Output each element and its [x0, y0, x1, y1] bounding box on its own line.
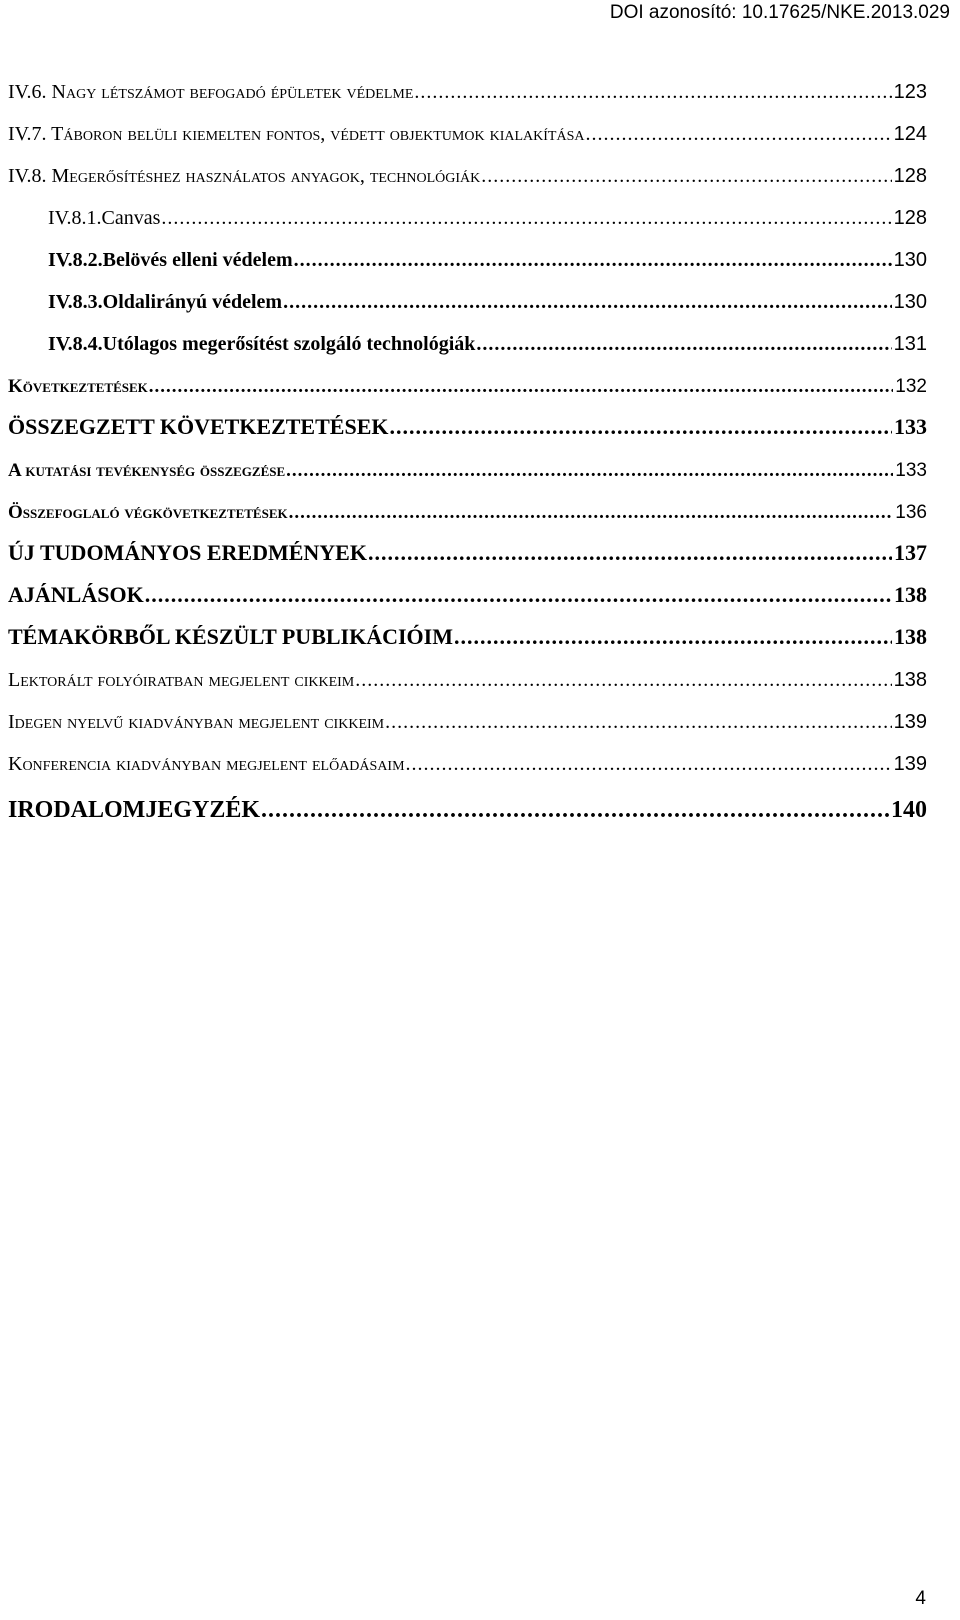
toc-entry-iv-7 [0, 120, 960, 150]
toc-entry-title: IRODALOMJEGYZÉK [8, 797, 261, 823]
toc-entry-kovetkeztetesek [0, 372, 960, 402]
toc-entry-title: Konferencia kiadványban megjelent előadásaim [8, 753, 405, 775]
toc-entry-page: 130 [893, 249, 927, 271]
toc-entry-page: 137 [894, 540, 927, 565]
toc-leader-dots [481, 165, 891, 188]
toc-leader-dots [368, 540, 892, 566]
toc-leader-dots [476, 333, 891, 356]
toc-entry-uj-tudomanyos-eredmenyek [0, 540, 960, 570]
toc-entry-page: 139 [893, 711, 927, 733]
toc-leader-dots [283, 291, 892, 314]
toc-entry-irodalomjegyzek [0, 792, 960, 828]
toc-entry-osszefoglalo-vegkovetkeztetesek [0, 498, 960, 528]
toc-entry-iv-8-1 [0, 204, 960, 234]
toc-entry-title: ÖSSZEGZETT KÖVETKEZTETÉSEK [8, 414, 389, 439]
toc-entry-page: 133 [895, 460, 927, 481]
toc-leader-dots [385, 711, 892, 734]
toc-entry-iv-8-4 [0, 330, 960, 360]
toc-leader-dots [414, 81, 891, 104]
toc-entry-title: TÉMAKÖRBŐL KÉSZÜLT PUBLIKÁCIÓIM [8, 624, 453, 649]
toc-entry-title: A kutatási tevékenység összegzése [8, 460, 286, 481]
toc-entry-page: 139 [893, 753, 927, 775]
page-number: 4 [915, 1588, 926, 1609]
toc-leader-dots [585, 123, 891, 146]
toc-entry-title: Idegen nyelvű kiadványban megjelent cikkeim [8, 711, 385, 733]
toc-entry-page: 130 [893, 291, 927, 313]
toc-entry-osszegzett-kovetkeztetesek [0, 414, 960, 444]
toc-entry-page: 132 [895, 376, 927, 397]
toc-entry-kutatasi-tevekenyseg [0, 456, 960, 486]
toc-entry-title: Összefoglaló végkövetkeztetések [8, 502, 288, 523]
toc-entry-page: 133 [894, 414, 927, 439]
toc-leader-dots [355, 669, 891, 692]
toc-entry-title: IV.8. Megerősítéshez használatos anyagok, technológiák [8, 165, 481, 187]
toc-entry-title: IV.8.3.Oldalirányú védelem [48, 291, 283, 313]
toc-entry-konferencia-kiadvanyban [0, 750, 960, 780]
toc-entry-idegen-nyelvu-kiadvanyban [0, 708, 960, 738]
toc-entry-title: AJÁNLÁSOK [8, 582, 144, 607]
toc-entry-title: IV.6. Nagy létszámot befogadó épületek védelme [8, 81, 414, 103]
toc-leader-dots [161, 207, 891, 230]
toc-entry-page: 138 [894, 624, 927, 649]
toc-entry-page: 124 [893, 123, 927, 145]
toc-entry-title: IV.7. Táboron belüli kiemelten fontos, védett objektumok kialakítása [8, 123, 585, 145]
toc-entry-ajanlasok [0, 582, 960, 612]
toc-leader-dots [406, 753, 892, 776]
toc-entry-page: 136 [895, 502, 927, 523]
toc-entry-title: Lektorált folyóiratban megjelent cikkeim [8, 669, 355, 691]
toc-entry-title: Következtetések [8, 376, 148, 397]
toc-entry-temakorbol-keszult-publikacioim [0, 624, 960, 654]
toc-entry-page: 138 [893, 669, 927, 691]
toc-entry-iv-8 [0, 162, 960, 192]
toc-entry-page: 128 [893, 207, 927, 229]
toc-entry-title: IV.8.4.Utólagos megerősítést szolgáló technológiák [48, 333, 476, 355]
doi-header: DOI azonosító: 10.17625/NKE.2013.029 [609, 2, 950, 23]
toc-entry-iv-8-2 [0, 246, 960, 276]
toc-entry-page: 128 [893, 165, 927, 187]
toc-leader-dots [149, 376, 894, 398]
toc-entry-page: 140 [891, 797, 927, 823]
toc-leader-dots [145, 582, 892, 608]
toc-entry-page: 123 [893, 81, 927, 103]
toc-entry-iv-6 [0, 78, 960, 108]
toc-entry-title: ÚJ TUDOMÁNYOS EREDMÉNYEK [8, 540, 367, 565]
toc-entry-page: 131 [893, 333, 927, 355]
toc-leader-dots [289, 502, 894, 524]
toc-entry-iv-8-3 [0, 288, 960, 318]
toc-entry-title: IV.8.1.Canvas [48, 207, 161, 229]
toc-leader-dots [294, 249, 892, 272]
toc-leader-dots [286, 460, 893, 482]
toc-entry-title: IV.8.2.Belövés elleni védelem [48, 249, 293, 271]
toc-leader-dots [261, 797, 889, 824]
toc-entry-lektoralt-folyoiratban [0, 666, 960, 696]
toc-leader-dots [389, 414, 892, 440]
toc-entry-page: 138 [894, 582, 927, 607]
toc-leader-dots [454, 624, 892, 650]
